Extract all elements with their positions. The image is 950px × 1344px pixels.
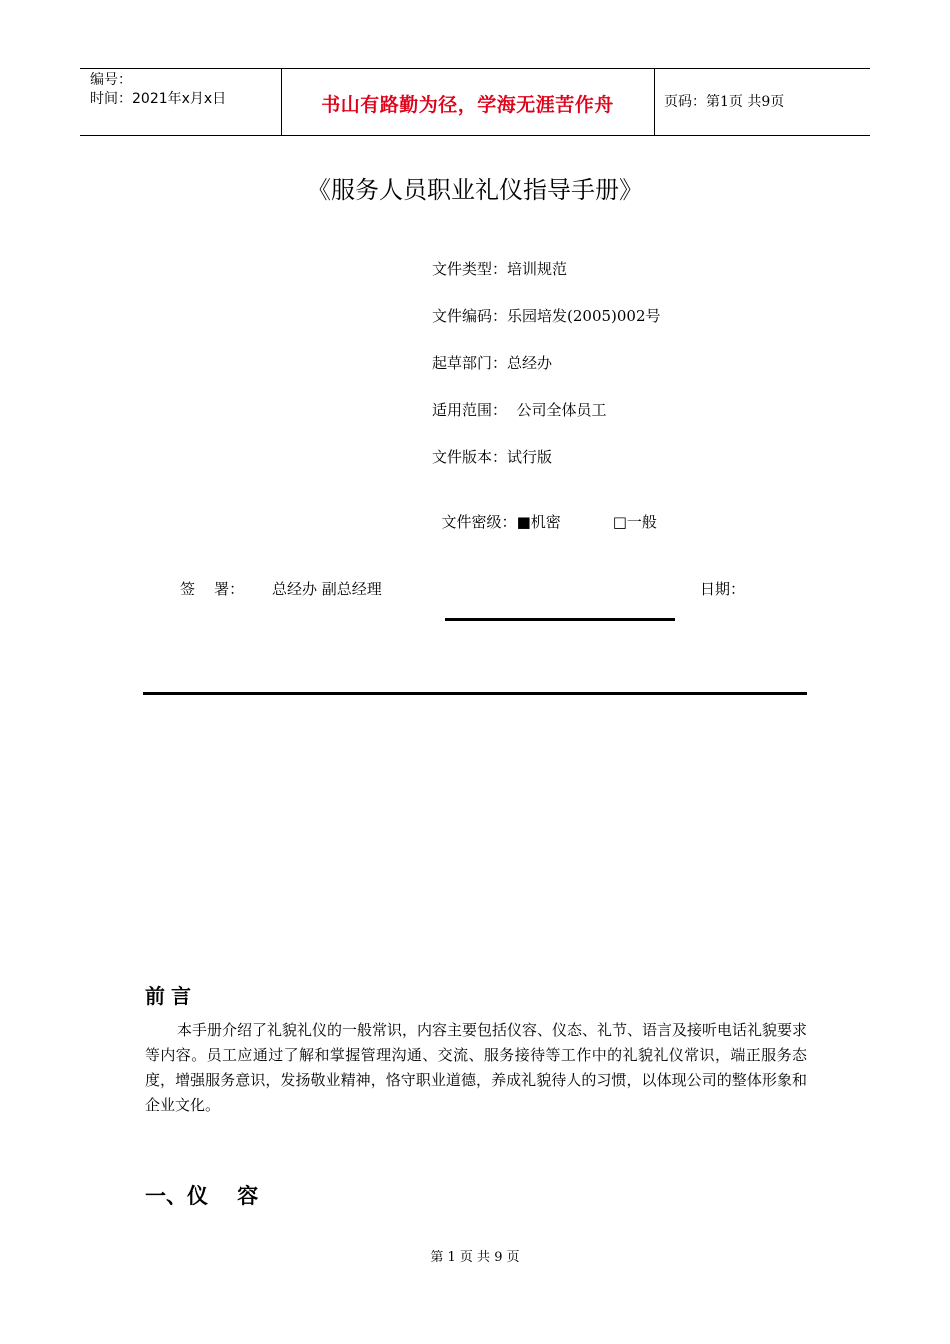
preface-body: 本手册介绍了礼貌礼仪的一般常识，内容主要包括仪容、仪态、礼节、语言及接听电话礼貌要求等内容。员工应通过了解和掌握管理沟通、交流、服务接待等工作中的礼貌礼仪常识，端正服务态度，增强服务意识，发扬敬业精神，恪守职业道德，养成礼貌待人的习惯，以体现公司的整体形象和企业文化。 xyxy=(145,1021,808,1114)
drafting-department: 起草部门：总经办 xyxy=(432,354,553,372)
header-motto: 书山有路勤为径，学海无涯苦作舟 xyxy=(321,94,614,116)
section-separator-rule xyxy=(143,692,807,695)
section-heading-appearance: 一、仪 容 xyxy=(145,1184,259,1208)
security-option-confidential: ■机密 xyxy=(516,513,561,531)
security-level xyxy=(432,493,657,532)
header-page-info: 页码：第1页 共9页 xyxy=(664,94,785,110)
file-version: 文件版本：试行版 xyxy=(432,448,553,466)
signature-underline xyxy=(445,618,675,621)
page-footer: 第 1 页 共 9 页 xyxy=(430,1250,520,1265)
preface-heading: 前言 xyxy=(145,984,197,1008)
file-type: 文件类型：培训规范 xyxy=(432,260,568,278)
document-title: 《服务人员职业礼仪指导手册》 xyxy=(307,176,643,204)
header-bottom-border xyxy=(80,135,870,136)
signature-date-label: 日期： xyxy=(700,580,746,598)
header-top-border xyxy=(80,68,870,69)
document-number-label: 编号： xyxy=(90,72,132,88)
header-table xyxy=(80,68,870,136)
signature-label: 签 署： xyxy=(180,580,245,598)
applicable-scope: 适用范围： 公司全体员工 xyxy=(432,401,607,419)
security-option-general: □一般 xyxy=(612,513,657,531)
document-time-label: 时间：2021年x月x日 xyxy=(90,91,227,107)
file-code: 文件编码：乐园培发(2005)002号 xyxy=(432,307,661,325)
security-level-label: 文件密级： xyxy=(441,513,517,531)
header-divider-right xyxy=(654,68,655,136)
signature-signers: 总经办 副总经理 xyxy=(272,580,382,598)
